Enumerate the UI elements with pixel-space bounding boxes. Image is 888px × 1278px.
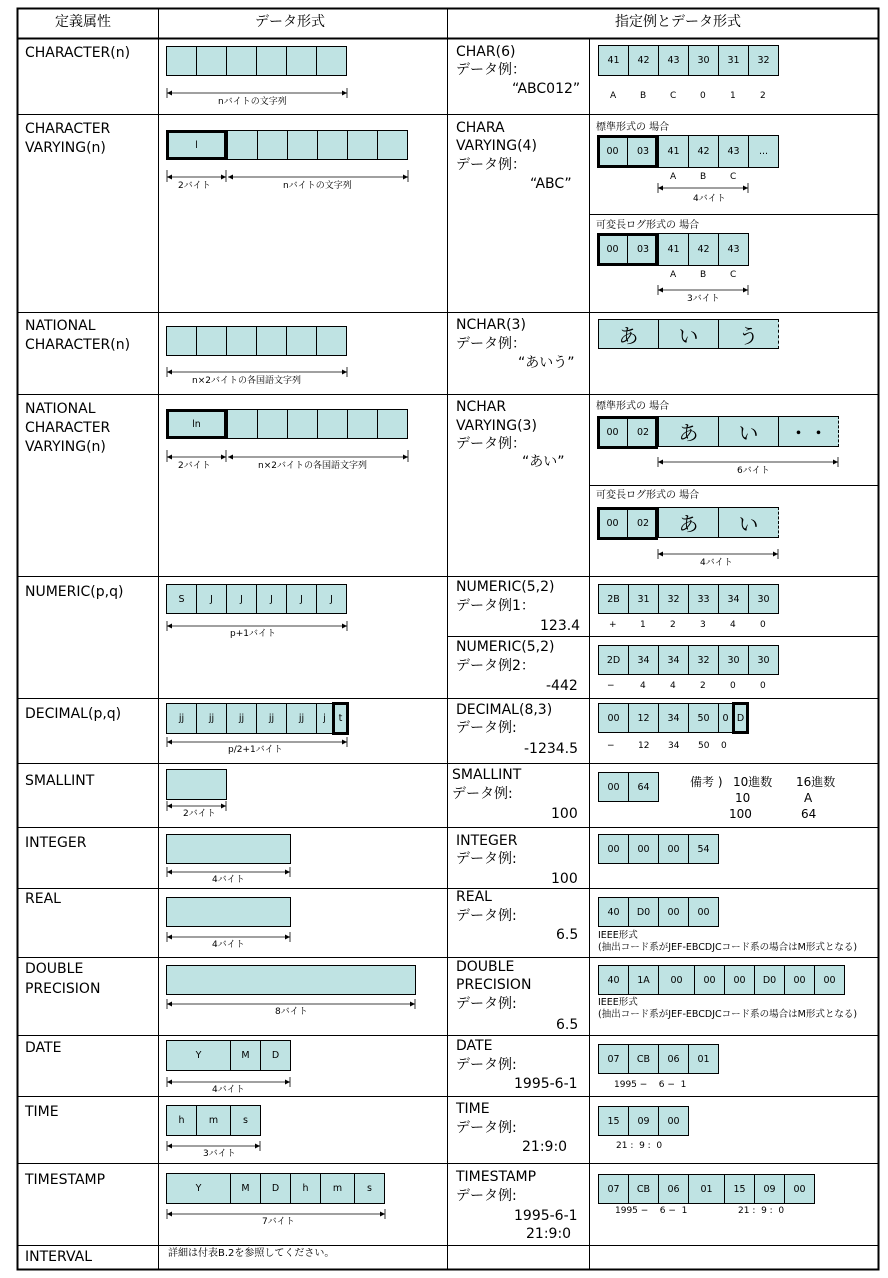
- double-example-line2: PRECISION: [456, 977, 532, 993]
- real-example-line1: REAL: [456, 889, 492, 905]
- date-decoded: 1995 − 6 − 1: [614, 1080, 687, 1090]
- decimal-chars-3: 50: [698, 741, 710, 751]
- varchar-std-char-0: A: [670, 172, 677, 182]
- smallint-remark-dec-2: 100: [729, 807, 752, 821]
- decimal-chars-4: 0: [721, 741, 727, 751]
- timestamp-example-line1: TIMESTAMP: [456, 1169, 537, 1185]
- nvarchar-example-line1: NCHAR: [456, 399, 507, 415]
- numeric-example2-line1: NUMERIC(5,2): [456, 639, 555, 655]
- double-note: IEEE形式 (抽出コード系がJEF-EBCDJCコード系の場合はM形式となる): [598, 997, 858, 1020]
- nvarchar-std-caption: 6バイト: [737, 466, 770, 476]
- timestamp-example-time: 21:9:0: [526, 1226, 572, 1242]
- varchar-example-line1: CHARA: [456, 120, 505, 136]
- attr-nvarchar-line2: CHARACTER: [25, 420, 111, 436]
- decimal-example-line1: DECIMAL(8,3): [456, 702, 553, 718]
- timestamp-example-date: 1995-6-1: [514, 1208, 578, 1224]
- timestamp-example-line2: データ例:: [456, 1188, 517, 1204]
- numeric-chars1-0: +: [609, 620, 617, 630]
- numeric-example1-value: 123.4: [540, 618, 581, 634]
- decimal-chars-0: −: [607, 741, 615, 751]
- attr-timestamp: TIMESTAMP: [25, 1172, 106, 1188]
- numeric-chars2-2: 4: [670, 681, 676, 691]
- date-example-value: 1995-6-1: [514, 1076, 578, 1092]
- varchar-std-char-1: B: [700, 172, 707, 182]
- date-example-line1: DATE: [456, 1038, 493, 1054]
- varchar-example-line2: VARYING(4): [456, 138, 537, 154]
- char-decoded-4: 1: [730, 91, 736, 101]
- nchar-format-caption: n×2バイトの各国語文字列: [192, 376, 301, 386]
- time-format-caption: 3バイト: [203, 1149, 236, 1159]
- attr-nvarchar-line3: VARYING(n): [25, 439, 106, 455]
- smallint-format-cell: [166, 769, 227, 800]
- time-example-line1: TIME: [456, 1101, 490, 1117]
- attr-smallint: SMALLINT: [25, 773, 95, 789]
- nchar-example-value: “あいう”: [518, 355, 575, 371]
- attr-decimal: DECIMAL(p,q): [25, 706, 122, 722]
- attr-integer: INTEGER: [25, 835, 87, 851]
- char-decoded-5: 2: [760, 91, 766, 101]
- char-example-line2: データ例：: [456, 62, 526, 78]
- header-col-attribute: 定義属性: [55, 14, 111, 30]
- smallint-example-line1: SMALLINT: [452, 767, 522, 783]
- nvarchar-std-label: 標準形式の 場合: [596, 401, 670, 412]
- real-format-caption: 4バイト: [212, 940, 245, 950]
- header-col-format: データ形式: [255, 14, 325, 30]
- varchar-example-line3: データ例：: [456, 157, 526, 173]
- nvarchar-example-line3: データ例：: [456, 436, 526, 452]
- integer-example-value: 100: [551, 871, 578, 887]
- attr-double-line1: DOUBLE: [25, 961, 84, 977]
- numeric-chars1-5: 0: [760, 620, 766, 630]
- smallint-remark-hex-1: A: [804, 791, 813, 805]
- attr-varchar-line2: VARYING(n): [25, 140, 106, 156]
- integer-format-caption: 4バイト: [212, 875, 245, 885]
- char-decoded-3: 0: [700, 91, 706, 101]
- integer-format-cell: [166, 834, 291, 864]
- numeric-chars1-3: 3: [700, 620, 706, 630]
- smallint-format-caption: 2バイト: [183, 809, 216, 819]
- timestamp-decoded-time: 21 : 9 : 0: [738, 1206, 785, 1216]
- interval-note: 詳細は付表B.2を参照してください。: [168, 1248, 335, 1259]
- numeric-example1-line1: NUMERIC(5,2): [456, 579, 555, 595]
- nvarchar-example-line2: VARYING(3): [456, 418, 537, 434]
- varchar-var-char-0: A: [670, 270, 677, 280]
- varchar-std-caption: 4バイト: [693, 194, 726, 204]
- varchar-var-char-2: C: [730, 270, 737, 280]
- decimal-chars-1: 12: [638, 741, 650, 751]
- numeric-example1-line2: データ例1：: [456, 598, 535, 614]
- double-example-value: 6.5: [556, 1017, 579, 1033]
- numeric-chars1-4: 4: [730, 620, 736, 630]
- smallint-remark-dec-1: 10: [735, 791, 751, 805]
- date-format-caption: 4バイト: [212, 1085, 245, 1095]
- decimal-chars-2: 34: [668, 741, 680, 751]
- double-format-cell: [166, 965, 416, 995]
- char-decoded-2: C: [670, 91, 677, 101]
- attr-character: CHARACTER(n): [25, 45, 131, 61]
- nchar-example-line1: NCHAR(3): [456, 317, 526, 333]
- char-example-value: “ABC012”: [512, 81, 581, 97]
- decimal-format-caption: p/2+1バイト: [228, 745, 283, 755]
- double-format-caption: 8バイト: [275, 1007, 308, 1017]
- attr-nvarchar-line1: NATIONAL: [25, 401, 96, 417]
- smallint-example-line2: データ例:: [452, 786, 513, 802]
- numeric-example2-value: -442: [546, 678, 578, 694]
- smallint-remark-hex-2: 64: [801, 807, 817, 821]
- numeric-chars2-5: 0: [760, 681, 766, 691]
- timestamp-decoded-date: 1995 − 6 − 1: [615, 1206, 688, 1216]
- real-note: IEEE形式 (抽出コード系がJEF-EBCDJCコード系の場合はM形式となる): [598, 930, 858, 953]
- real-format-cell: [166, 897, 291, 927]
- nvarchar-example-value: “あい”: [522, 454, 565, 470]
- char-decoded-1: B: [640, 91, 647, 101]
- numeric-chars2-0: −: [607, 681, 615, 691]
- numeric-chars1-2: 2: [670, 620, 676, 630]
- varchar-var-char-1: B: [700, 270, 707, 280]
- attr-interval: INTERVAL: [25, 1249, 93, 1265]
- double-example-line3: データ例:: [456, 996, 517, 1012]
- varchar-std-label: 標準形式の 場合: [596, 122, 670, 133]
- char-example-line1: CHAR(6): [456, 44, 516, 60]
- double-example-line1: DOUBLE: [456, 959, 515, 975]
- attr-numeric: NUMERIC(p,q): [25, 584, 124, 600]
- smallint-remark-label: 備考 ): [690, 775, 723, 789]
- numeric-chars1-1: 1: [640, 620, 646, 630]
- attr-real: REAL: [25, 891, 61, 907]
- numeric-format-caption: p+1バイト: [230, 629, 276, 639]
- nvarchar-var-caption: 4バイト: [700, 558, 733, 568]
- nchar-example-line2: データ例：: [456, 336, 526, 352]
- nvarchar-caption-right: n×2バイトの各国語文字列: [258, 461, 367, 471]
- real-example-line2: データ例:: [456, 908, 517, 924]
- smallint-remark-head-dec: 10進数: [733, 775, 773, 789]
- attr-date: DATE: [25, 1040, 62, 1056]
- varchar-var-label: 可変長ログ形式の 場合: [596, 220, 700, 231]
- header-col-example: 指定例とデータ形式: [615, 14, 741, 30]
- varchar-std-char-2: C: [730, 172, 737, 182]
- nvarchar-var-label: 可変長ログ形式の 場合: [596, 490, 700, 501]
- smallint-remark-head-hex: 16進数: [796, 775, 836, 789]
- varchar-var-caption: 3バイト: [687, 294, 720, 304]
- varchar-caption-right: nバイトの文字列: [283, 181, 352, 191]
- smallint-example-value: 100: [551, 806, 578, 822]
- attr-nchar-line2: CHARACTER(n): [25, 337, 131, 353]
- numeric-chars2-3: 2: [700, 681, 706, 691]
- char-format-caption: nバイトの文字列: [218, 97, 287, 107]
- real-example-value: 6.5: [556, 927, 579, 943]
- timestamp-format-caption: 7バイト: [262, 1217, 295, 1227]
- numeric-chars2-1: 4: [640, 681, 646, 691]
- attr-double-line2: PRECISION: [25, 981, 101, 997]
- date-example-line2: データ例:: [456, 1057, 517, 1073]
- attr-nchar-line1: NATIONAL: [25, 318, 96, 334]
- time-example-line2: データ例:: [456, 1120, 517, 1136]
- decimal-example-line2: データ例:: [456, 720, 517, 736]
- decimal-example-value: -1234.5: [524, 741, 579, 757]
- nvarchar-caption-left: 2バイト: [178, 461, 211, 471]
- time-example-value: 21:9:0: [522, 1139, 568, 1155]
- time-decoded: 21 : 9 : 0: [616, 1141, 663, 1151]
- integer-example-line1: INTEGER: [456, 833, 518, 849]
- numeric-example2-line2: データ例2：: [456, 658, 535, 674]
- char-decoded-0: A: [610, 91, 617, 101]
- varchar-caption-left: 2バイト: [178, 181, 211, 191]
- attr-varchar-line1: CHARACTER: [25, 121, 111, 137]
- numeric-chars2-4: 0: [730, 681, 736, 691]
- integer-example-line2: データ例:: [456, 851, 517, 867]
- varchar-example-value: “ABC”: [530, 176, 572, 192]
- attr-time: TIME: [25, 1104, 59, 1120]
